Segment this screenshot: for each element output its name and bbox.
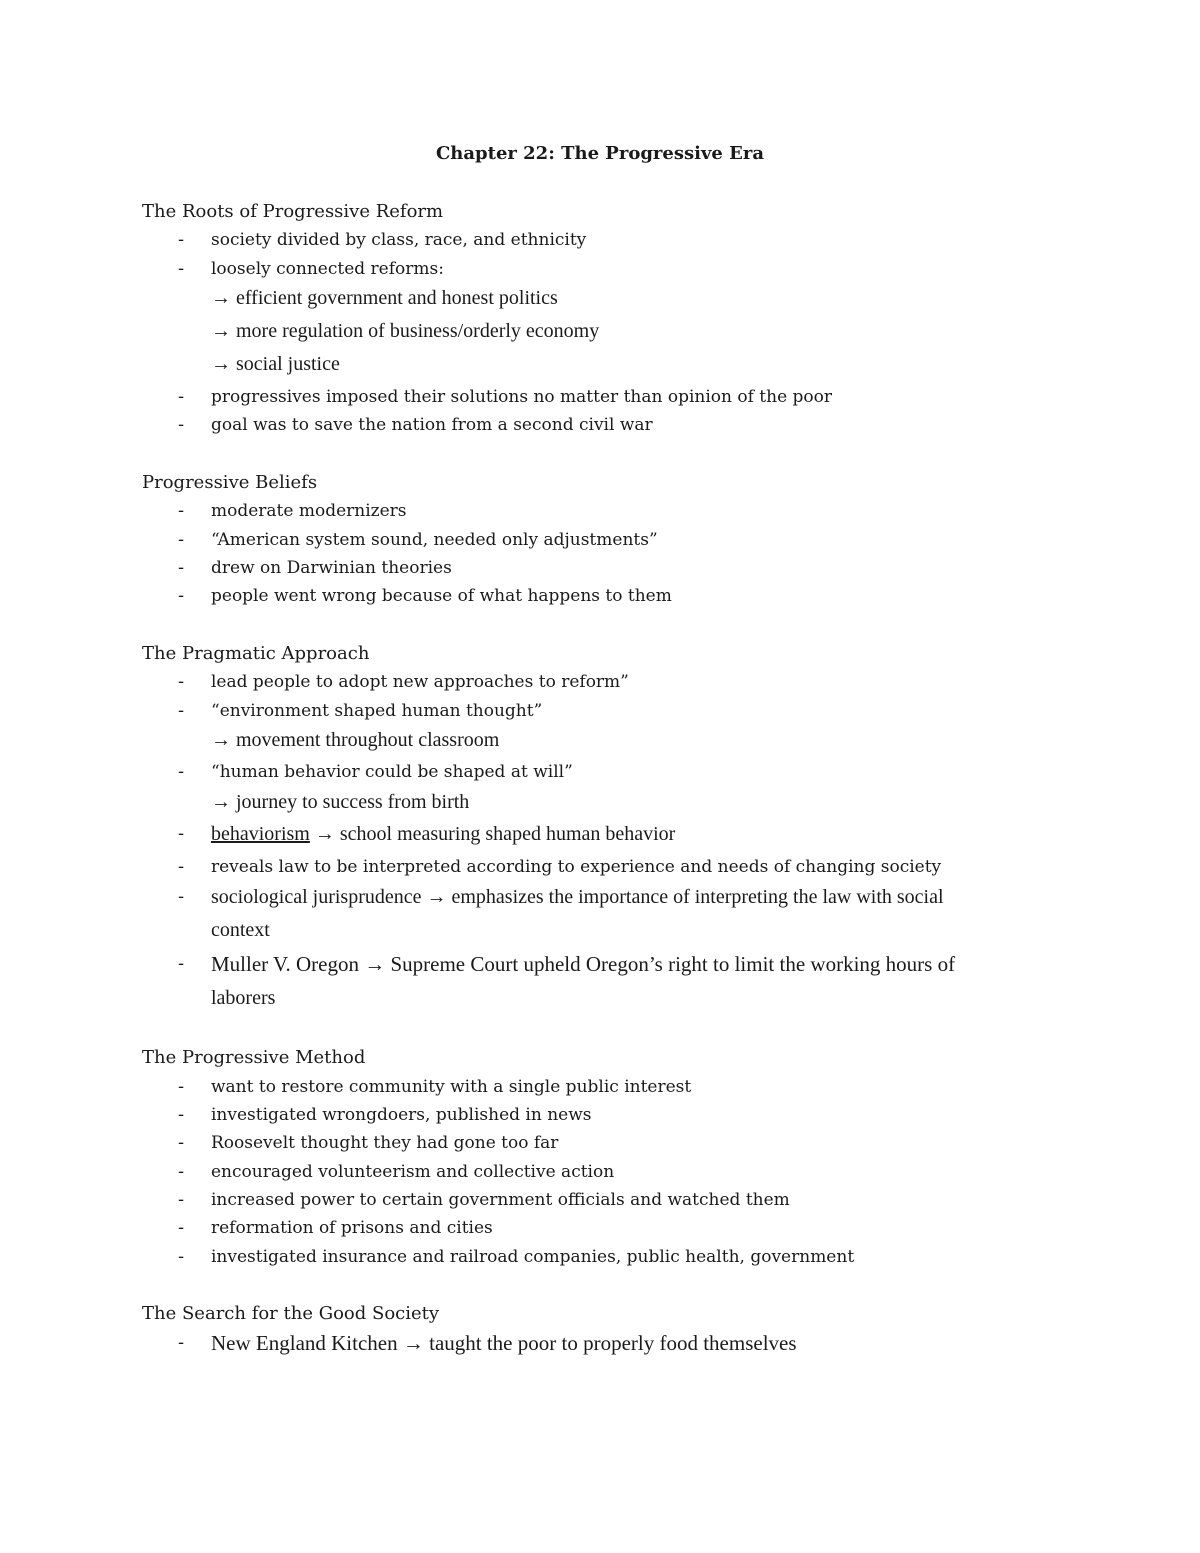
list-item-text: investigated wrongdoers, published in news (211, 1105, 592, 1125)
bullet-dash: - (178, 1161, 185, 1182)
list-item (0, 1160, 1200, 1188)
list-item (0, 1103, 1200, 1131)
bullet-dash: - (178, 856, 185, 877)
list-item (0, 1216, 1200, 1244)
list-subitem-text: → social justice (211, 353, 340, 375)
list-item (0, 556, 1200, 584)
underlined-term: behaviorism (211, 823, 310, 845)
list-item (0, 1331, 1200, 1359)
list-item-text: people went wrong because of what happens to them (211, 586, 672, 606)
list-item-text: lead people to adopt new approaches to reform” (211, 672, 629, 692)
list-subitem (0, 352, 1200, 380)
bullet-dash: - (178, 671, 185, 692)
list-item-text: drew on Darwinian theories (211, 558, 452, 578)
bullet-dash: - (178, 500, 185, 521)
list-item-text: moderate modernizers (211, 501, 407, 521)
bullet-dash: - (178, 823, 185, 844)
bullet-dash: - (178, 585, 185, 606)
list-item-text: goal was to save the nation from a second civil war (211, 415, 653, 435)
list-item (0, 257, 1200, 285)
bullet-dash: - (178, 229, 185, 250)
bullet-dash: - (178, 386, 185, 407)
list-item-text: New England Kitchen → taught the poor to properly food themselves (211, 1331, 797, 1355)
list-item (0, 885, 1200, 913)
list-item (0, 1245, 1200, 1273)
list-item-text: “American system sound, needed only adjustments” (211, 530, 658, 550)
list-item-text: context (211, 919, 270, 941)
list-item-text: loosely connected reforms: (211, 259, 444, 279)
list-item (0, 1131, 1200, 1159)
bullet-dash: - (178, 1132, 185, 1153)
list-item-text: “human behavior could be shaped at will” (211, 762, 573, 782)
list-item (0, 584, 1200, 612)
list-item-text: Muller V. Oregon → Supreme Court upheld Oregon’s right to limit the working hours of (211, 952, 956, 976)
bullet-dash: - (178, 1189, 185, 1210)
list-item (0, 1075, 1200, 1103)
bullet-dash: - (178, 1076, 185, 1097)
bullet-dash: - (178, 886, 185, 907)
list-item-continuation (0, 918, 1200, 946)
list-item (0, 822, 1200, 850)
list-item (0, 760, 1200, 788)
list-item-text: reveals law to be interpreted according to experience and needs of changing society (211, 857, 942, 877)
list-subitem (0, 319, 1200, 347)
list-subitem-text: → movement throughout classroom (211, 729, 500, 751)
term-definition: → school measuring shaped human behavior (309, 823, 676, 845)
list-item-text: investigated insurance and railroad companies, public health, government (211, 1247, 855, 1267)
list-subitem-text: → journey to success from birth (211, 791, 470, 813)
bullet-dash: - (178, 1217, 185, 1238)
list-item-text: society divided by class, race, and ethnicity (211, 230, 587, 250)
list-item (0, 228, 1200, 256)
bullet-dash: - (178, 529, 185, 550)
list-subitem-text: → more regulation of business/orderly economy (211, 320, 600, 342)
list-item (0, 855, 1200, 883)
bullet-dash: - (178, 414, 185, 435)
list-item (0, 385, 1200, 413)
list-subitem (0, 286, 1200, 314)
bullet-dash: - (178, 953, 185, 974)
section-heading-pragmatic: The Pragmatic Approach (142, 643, 370, 664)
bullet-dash: - (178, 700, 185, 721)
list-item (0, 670, 1200, 698)
bullet-dash: - (178, 258, 185, 279)
list-item-text: “environment shaped human thought” (211, 701, 543, 721)
list-subitem-text: → efficient government and honest politics (211, 287, 558, 309)
list-item (0, 528, 1200, 556)
bullet-dash: - (178, 761, 185, 782)
list-item (0, 699, 1200, 727)
list-subitem (0, 790, 1200, 818)
list-item-text (211, 822, 675, 846)
list-item-text: Roosevelt thought they had gone too far (211, 1133, 559, 1153)
list-item-text: laborers (211, 987, 276, 1009)
section-heading-good-society: The Search for the Good Society (142, 1303, 440, 1324)
list-item (0, 413, 1200, 441)
list-item (0, 499, 1200, 527)
list-item-text: encouraged volunteerism and collective action (211, 1162, 615, 1182)
list-subitem (0, 728, 1200, 756)
page-title: Chapter 22: The Progressive Era (435, 143, 765, 164)
list-item-continuation (0, 986, 1200, 1014)
list-item (0, 952, 1200, 980)
list-item-text: sociological jurisprudence → emphasizes the importance of interpreting the law with social (211, 886, 944, 908)
bullet-dash: - (178, 1104, 185, 1125)
list-item-text: want to restore community with a single public interest (211, 1077, 692, 1097)
list-item-text: reformation of prisons and cities (211, 1218, 493, 1238)
list-item-text: progressives imposed their solutions no matter than opinion of the poor (211, 387, 833, 407)
section-heading-method: The Progressive Method (142, 1047, 366, 1068)
bullet-dash: - (178, 1332, 185, 1353)
list-item (0, 1188, 1200, 1216)
section-heading-beliefs: Progressive Beliefs (142, 472, 318, 493)
section-heading-roots: The Roots of Progressive Reform (142, 201, 444, 222)
bullet-dash: - (178, 557, 185, 578)
list-item-text: increased power to certain government officials and watched them (211, 1190, 790, 1210)
bullet-dash: - (178, 1246, 185, 1267)
